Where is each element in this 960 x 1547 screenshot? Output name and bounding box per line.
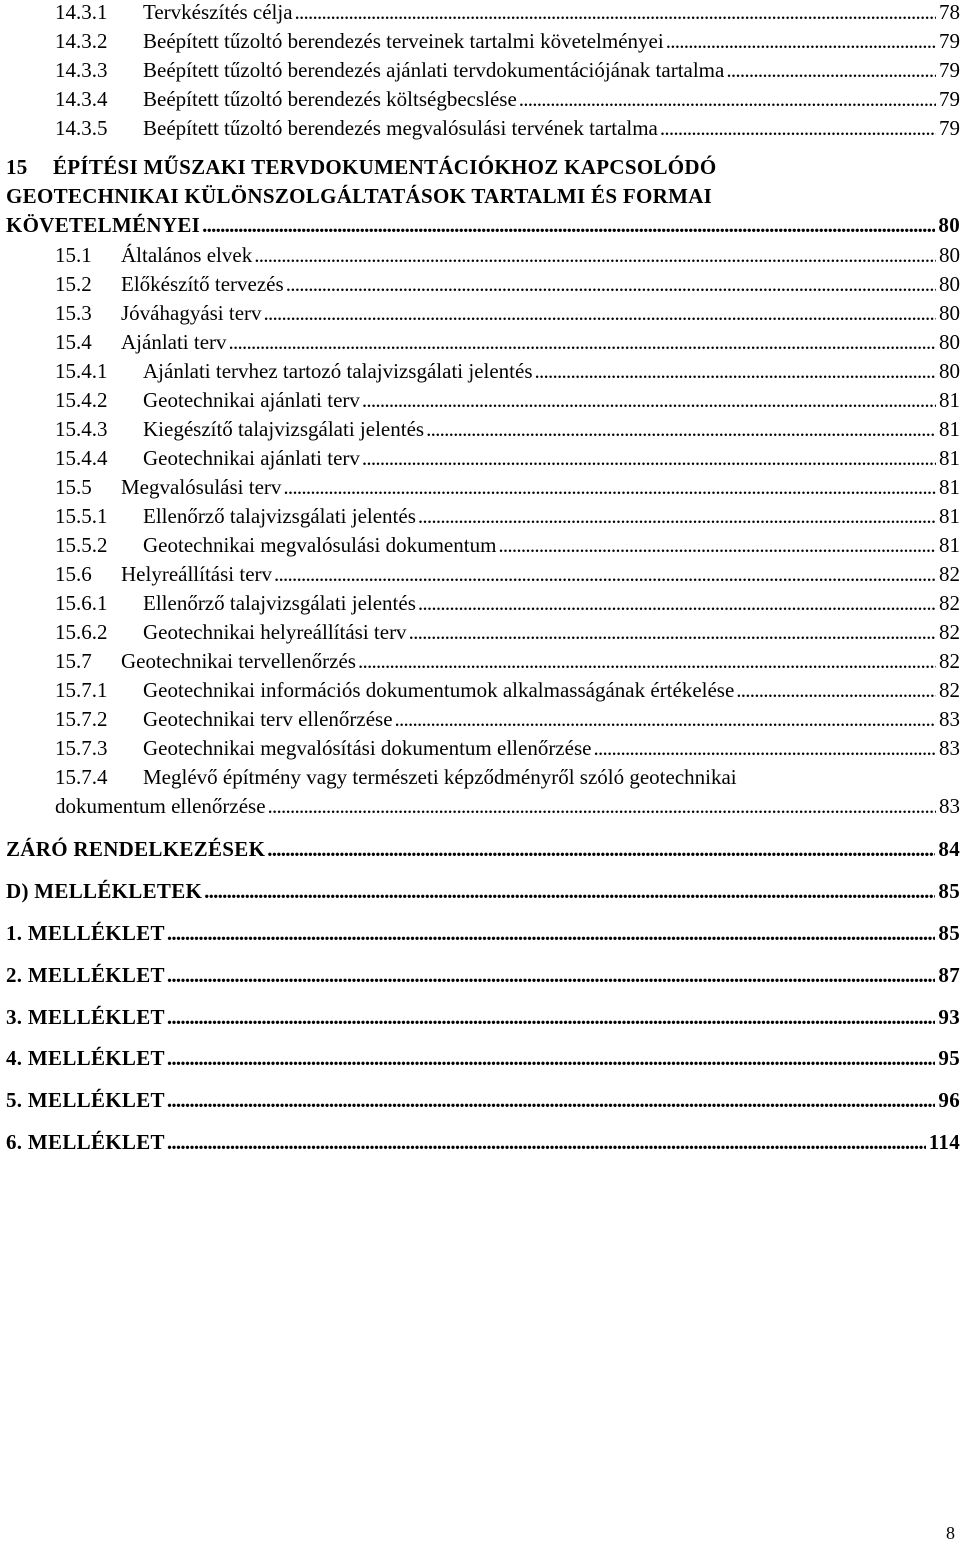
- toc-top-entry[interactable]: [6, 879, 960, 903]
- toc-entry-title: 6. MELLÉKLET: [6, 1130, 165, 1154]
- toc-entry-title: Megvalósulási terv: [121, 475, 282, 499]
- toc-entry-page: 81: [939, 504, 960, 528]
- toc-entry-number: 15.6.1: [55, 591, 108, 615]
- dot-leader: [167, 1005, 936, 1029]
- toc-entry[interactable]: [0, 446, 960, 470]
- toc-entry-page: 78: [939, 0, 960, 24]
- toc-entry-title: Geotechnikai megvalósulási dokumentum: [143, 533, 497, 557]
- toc-entry[interactable]: [0, 591, 960, 615]
- page-number: 8: [946, 1523, 955, 1543]
- dot-leader: [283, 475, 936, 499]
- toc-entry-page: 85: [938, 921, 960, 945]
- dot-leader: [267, 837, 935, 861]
- dot-leader: [362, 446, 936, 470]
- toc-entry-title: Ellenőrző talajvizsgálati jelentés: [143, 591, 416, 615]
- toc-top-entry[interactable]: [6, 921, 960, 945]
- dot-leader: [418, 504, 936, 528]
- toc-entry[interactable]: [0, 475, 960, 499]
- toc-entry[interactable]: [0, 533, 960, 557]
- toc-entry-page: 81: [939, 475, 960, 499]
- toc-entry-number: 15.4.3: [55, 417, 108, 441]
- toc-entry-page: 80: [938, 213, 960, 237]
- toc-entry-title: Beépített tűzoltó berendezés ajánlati tervdokumentációjának tartalma: [143, 58, 725, 82]
- dot-leader: [535, 359, 937, 383]
- dot-leader: [418, 591, 936, 615]
- dot-leader: [254, 243, 936, 267]
- toc-entry-number: 15.1: [55, 243, 92, 267]
- toc-entry-page: 79: [939, 87, 960, 111]
- dot-leader: [167, 921, 936, 945]
- toc-entry-number: 15.3: [55, 301, 92, 325]
- toc-entry-page: 82: [939, 591, 960, 615]
- toc-entry-page: 80: [939, 330, 960, 354]
- dot-leader: [660, 116, 936, 140]
- toc-entry-page: 81: [939, 388, 960, 412]
- toc-top-entry[interactable]: [6, 1130, 960, 1154]
- toc-entry[interactable]: [0, 562, 960, 586]
- toc-entry-number: 15.4.2: [55, 388, 108, 412]
- dot-leader: [358, 649, 936, 673]
- toc-entry-page: 85: [938, 879, 960, 903]
- toc-entry-page: 80: [939, 359, 960, 383]
- chapter-title-line1: ÉPÍTÉSI MŰSZAKI TERVDOKUMENTÁCIÓKHOZ KAPCSOLÓDÓ: [53, 155, 717, 179]
- toc-entry-title: Geotechnikai ajánlati terv: [143, 388, 360, 412]
- dot-leader: [362, 388, 936, 412]
- toc-entry-number: 15.5: [55, 475, 92, 499]
- toc-entry-number: 14.3.3: [55, 58, 108, 82]
- toc-top-entry[interactable]: [6, 837, 960, 861]
- dot-leader: [593, 736, 936, 760]
- dot-leader: [295, 0, 936, 24]
- toc-entry-page: 81: [939, 417, 960, 441]
- toc-entry[interactable]: [0, 272, 960, 296]
- toc-entry[interactable]: [0, 765, 960, 789]
- toc-entry-number: 14.3.4: [55, 87, 108, 111]
- toc-entry-title: Geotechnikai terv ellenőrzése: [143, 707, 393, 731]
- toc-entry-title: Geotechnikai tervellenőrzés: [121, 649, 356, 673]
- toc-entry-page: 83: [939, 794, 960, 818]
- toc-entry-title: Kiegészítő talajvizsgálati jelentés: [143, 417, 425, 441]
- toc-entry-page: 83: [939, 736, 960, 760]
- toc-entry-title-continuation: dokumentum ellenőrzése: [55, 794, 266, 818]
- toc-entry-page: 80: [939, 272, 960, 296]
- toc-entry[interactable]: [0, 116, 960, 140]
- toc-entry-number: 14.3.5: [55, 116, 108, 140]
- toc-entry[interactable]: [0, 243, 960, 267]
- toc-entry-number: 15.7: [55, 649, 92, 673]
- dot-leader: [167, 1046, 936, 1070]
- toc-entry-title: Ajánlati tervhez tartozó talajvizsgálati jelentés: [143, 359, 533, 383]
- toc-entry-number: 15.6.2: [55, 620, 108, 644]
- toc-entry-title: Előkészítő tervezés: [121, 272, 284, 296]
- chapter-number: 15: [6, 155, 28, 179]
- chapter-heading[interactable]: [6, 153, 960, 182]
- dot-leader: [204, 879, 935, 903]
- dot-leader: [274, 562, 936, 586]
- toc-entry-continuation[interactable]: [55, 794, 960, 818]
- toc-entry[interactable]: [0, 736, 960, 760]
- toc-entry[interactable]: [0, 620, 960, 644]
- toc-entry-page: 80: [939, 301, 960, 325]
- dot-leader: [736, 678, 936, 702]
- toc-entry-number: 15.4: [55, 330, 92, 354]
- toc-entry[interactable]: [0, 301, 960, 325]
- dot-leader: [167, 1130, 926, 1154]
- dot-leader: [666, 29, 936, 53]
- toc-entry-page: 81: [939, 446, 960, 470]
- toc-entry-page: 79: [939, 29, 960, 53]
- toc-entry-number: 14.3.2: [55, 29, 108, 53]
- toc-entry[interactable]: [0, 388, 960, 412]
- toc-entry-page: 82: [939, 620, 960, 644]
- toc-entry-number: 14.3.1: [55, 0, 108, 24]
- dot-leader: [426, 417, 936, 441]
- toc-entry[interactable]: [0, 87, 960, 111]
- toc-entry-number: 15.7.4: [55, 765, 108, 789]
- toc-entry[interactable]: [0, 58, 960, 82]
- chapter-heading-line2: [6, 182, 960, 211]
- toc-entry[interactable]: [0, 359, 960, 383]
- dot-leader: [286, 272, 936, 296]
- toc-entry-number: 15.7.3: [55, 736, 108, 760]
- toc-entry-title: Általános elvek: [121, 243, 253, 267]
- chapter-title-line2: GEOTECHNIKAI KÜLÖNSZOLGÁLTATÁSOK TARTALMI ÉS FORMAI: [6, 184, 713, 208]
- toc-entry-page: 87: [938, 963, 960, 987]
- dot-leader: [498, 533, 936, 557]
- toc-entry[interactable]: [0, 649, 960, 673]
- toc-entry-title: Ellenőrző talajvizsgálati jelentés: [143, 504, 416, 528]
- toc-top-entry[interactable]: [6, 1046, 960, 1070]
- toc-entry-page: 95: [938, 1046, 960, 1070]
- chapter-title-line3: KÖVETELMÉNYEI: [6, 213, 201, 237]
- toc-entry[interactable]: [0, 504, 960, 528]
- toc-entry-title: 1. MELLÉKLET: [6, 921, 165, 945]
- dot-leader: [202, 213, 935, 237]
- toc-entry-title: 5. MELLÉKLET: [6, 1088, 165, 1112]
- toc-entry-page: 79: [939, 58, 960, 82]
- toc-entry-page: 93: [938, 1005, 960, 1029]
- toc-entry[interactable]: [0, 417, 960, 441]
- toc-entry-page: 114: [928, 1130, 960, 1154]
- toc-entry-number: 15.4.4: [55, 446, 108, 470]
- toc-entry-number: 15.5.1: [55, 504, 108, 528]
- toc-entry-title: Geotechnikai megvalósítási dokumentum ellenőrzése: [143, 736, 592, 760]
- toc-entry-title: ZÁRÓ RENDELKEZÉSEK: [6, 837, 266, 861]
- toc-entry-page: 83: [939, 707, 960, 731]
- toc-entry-title: Beépített tűzoltó berendezés megvalósulási tervének tartalma: [143, 116, 658, 140]
- dot-leader: [167, 963, 936, 987]
- dot-leader: [409, 620, 936, 644]
- toc-entry-number: 15.7.2: [55, 707, 108, 731]
- toc-entry-title: 2. MELLÉKLET: [6, 963, 165, 987]
- dot-leader: [264, 301, 936, 325]
- toc-entry-title: Geotechnikai helyreállítási terv: [143, 620, 407, 644]
- toc-entry-title: Ajánlati terv: [121, 330, 227, 354]
- dot-leader: [519, 87, 936, 111]
- toc-top-entry[interactable]: [6, 1005, 960, 1029]
- toc-entry-title: Tervkészítés célja: [143, 0, 293, 24]
- toc-entry-title: Geotechnikai információs dokumentumok alkalmasságának értékelése: [143, 678, 735, 702]
- dot-leader: [268, 794, 936, 818]
- toc-entry-page: 82: [939, 678, 960, 702]
- toc-entry-title: Helyreállítási terv: [121, 562, 273, 586]
- toc-entry[interactable]: [0, 707, 960, 731]
- toc-entry-number: 15.4.1: [55, 359, 108, 383]
- toc-entry-number: 15.7.1: [55, 678, 108, 702]
- toc-entry-page: 84: [938, 837, 960, 861]
- toc-entry-title: Geotechnikai ajánlati terv: [143, 446, 360, 470]
- toc-entry-title: 4. MELLÉKLET: [6, 1046, 165, 1070]
- toc-entry-title: Beépített tűzoltó berendezés terveinek tartalmi követelményei: [143, 29, 664, 53]
- toc-entry-page: 82: [939, 649, 960, 673]
- toc-entry-page: 80: [939, 243, 960, 267]
- toc-entry-page: 96: [938, 1088, 960, 1112]
- toc-entry-number: 15.2: [55, 272, 92, 296]
- toc-top-entry[interactable]: [6, 963, 960, 987]
- toc-entry-page: 82: [939, 562, 960, 586]
- toc-top-entry[interactable]: [6, 1088, 960, 1112]
- toc-entry-page: 79: [939, 116, 960, 140]
- toc-entry-page: 81: [939, 533, 960, 557]
- toc-entry-title: D) MELLÉKLETEK: [6, 879, 203, 903]
- dot-leader: [726, 58, 936, 82]
- dot-leader: [395, 707, 936, 731]
- toc-entry[interactable]: [0, 29, 960, 53]
- toc-entry-title: Jóváhagyási terv: [121, 301, 262, 325]
- toc-entry[interactable]: [0, 330, 960, 354]
- toc-entry[interactable]: [0, 678, 960, 702]
- toc-entry-title: 3. MELLÉKLET: [6, 1005, 165, 1029]
- toc-entry-title: Beépített tűzoltó berendezés költségbecslése: [143, 87, 517, 111]
- toc-entry-title: Meglévő építmény vagy természeti képződményről szóló geotechnikai: [143, 765, 737, 789]
- toc-entry-number: 15.5.2: [55, 533, 108, 557]
- dot-leader: [167, 1088, 936, 1112]
- dot-leader: [229, 330, 936, 354]
- chapter-heading-line3[interactable]: [6, 213, 960, 237]
- toc-entry[interactable]: [0, 0, 960, 24]
- toc-entry-number: 15.6: [55, 562, 92, 586]
